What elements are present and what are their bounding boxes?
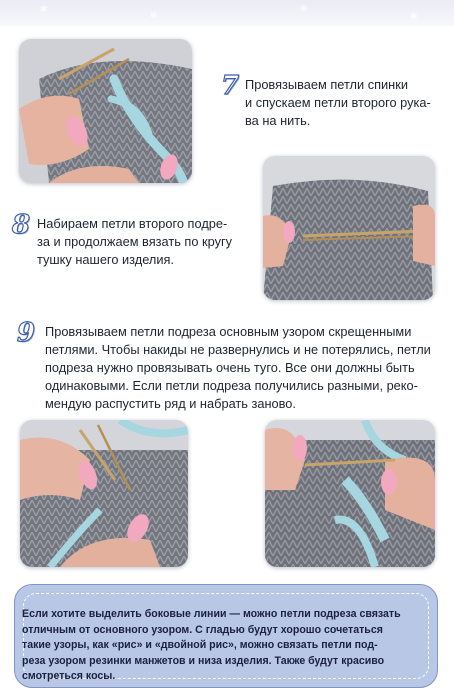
step-8-text [37,215,252,269]
step-7-line: ва на нить. [245,113,311,128]
step-7-text [245,76,445,130]
step-9-text [45,323,445,413]
snowflake-icon: ✻ [300,3,308,13]
step-8-line: тушку нашего изделия. [37,252,174,267]
step-number-9: 9 [17,318,36,348]
step-8-line: Набираем петли второго подре- [37,216,228,231]
tip-text [22,607,422,685]
step-number-8: 8 [12,210,31,240]
step-9-line: Провязываем петли подреза основным узором скрещенными [45,324,412,339]
step-7-line: Провязываем петли спинки [245,77,408,92]
step-9-photo-left [20,420,188,567]
tip-line: такие узоры, как «рис» и «двойной рис», можно связать петли под- [22,639,378,651]
tip-line: смотреться косы. [22,670,116,682]
step-9-line: мендую распустить ряд и набрать заново. [45,396,296,411]
snowflake-icon: ✻ [40,4,48,14]
step-9-line: одинаковыми. Если петли подреза получились разными, реко- [45,378,418,393]
step-8-photo [263,156,435,300]
step-9-line: подреза нужно провязывать очень туго. Все они должны быть [45,360,415,375]
step-7-photo [19,39,192,183]
decorative-header-band [0,0,454,26]
tip-line: реза узором резинки манжетов и низа изделия. Также будут красиво [22,654,385,667]
snowflake-icon: ✻ [410,11,418,21]
step-9-photo-right [265,420,435,567]
snowflake-icon: ✻ [150,10,158,20]
step-number-7: 7 [221,71,240,101]
step-7-line: и спускаем петли второго рука- [245,95,431,110]
step-9-line: петлями. Чтобы накиды не развернулись и не потерялись, петли [45,342,431,357]
tip-line: отличным от основного узором. С гладью будут хорошо сочетаться [22,623,383,636]
tip-line: Если хотите выделить боковые линии — можно петли подреза связать [22,608,401,620]
step-8-line: за и продолжаем вязать по кругу [37,234,233,249]
